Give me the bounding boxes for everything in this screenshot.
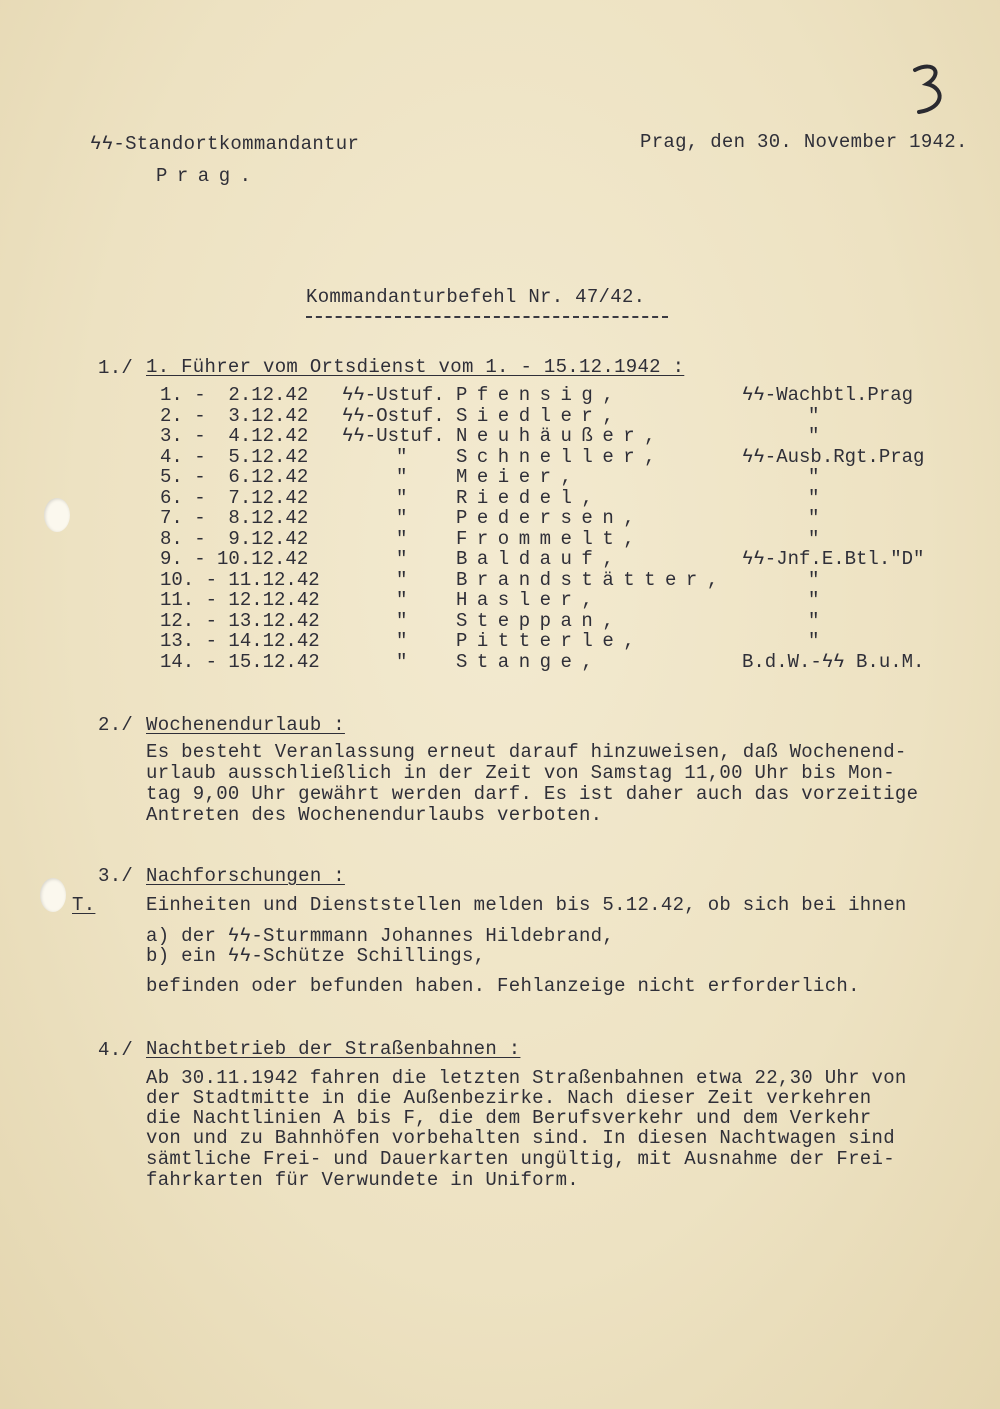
section2-line: tag 9,00 Uhr gewährt werden darf. Es ist daher auch das vorzeitige [146, 783, 919, 805]
roster-dates: 3. - 4.12.42 [160, 425, 309, 447]
roster-dates: 4. - 5.12.42 [160, 445, 309, 468]
roster-rank: ϟϟ-Ostuf. [342, 404, 445, 427]
duty-roster-row [0, 652, 1000, 672]
roster-unit: " [808, 486, 820, 509]
section1-heading: 1. Führer vom Ortsdienst vom 1. - 15.12.1942 : [146, 356, 685, 378]
roster-unit: ϟϟ-Wachbtl.Prag [742, 384, 914, 406]
roster-unit: " [808, 589, 820, 611]
duty-roster-row [0, 488, 1000, 508]
roster-name: Hasler, [456, 589, 603, 611]
roster-rank: " [396, 568, 408, 591]
duty-roster-row [0, 549, 1000, 569]
section2-line: urlaub ausschließlich in der Zeit von Samstag 11,00 Uhr bis Mon- [146, 762, 895, 784]
roster-rank: ϟϟ-Ustuf. [342, 384, 445, 406]
duty-roster-row [0, 570, 1000, 590]
punch-hole-bottom [40, 878, 66, 912]
roster-rank: " [396, 527, 408, 550]
duty-roster-row [0, 508, 1000, 528]
roster-rank: " [396, 548, 408, 570]
roster-rank: " [396, 445, 408, 468]
roster-name: Riedel, [456, 486, 603, 509]
roster-unit: " [808, 507, 820, 529]
roster-dates: 11. - 12.12.42 [160, 589, 320, 611]
roster-unit: " [808, 466, 820, 488]
roster-dates: 6. - 7.12.42 [160, 486, 309, 509]
section3-line-end: befinden oder befunden haben. Fehlanzeige nicht erforderlich. [146, 975, 860, 997]
section3-line: Einheiten und Dienststellen melden bis 5.12.42, ob sich bei ihnen [146, 894, 907, 916]
roster-unit: " [808, 568, 820, 591]
roster-unit: " [808, 425, 820, 447]
roster-dates: 7. - 8.12.42 [160, 507, 309, 529]
roster-name: Brandstätter, [456, 568, 728, 591]
handwritten-page-number [905, 60, 955, 125]
roster-dates: 5. - 6.12.42 [160, 466, 309, 488]
duty-roster-row [0, 631, 1000, 651]
duty-roster-row [0, 611, 1000, 631]
roster-unit: B.d.W.-ϟϟ B.u.M. [742, 650, 925, 673]
office-name: ϟϟ-Standortkommandantur [90, 133, 360, 155]
section4-line: fahrkarten für Verwundete in Uniform. [146, 1169, 579, 1191]
section4-line: sämtliche Frei- und Dauerkarten ungültig, mit Ausnahme der Frei- [146, 1148, 895, 1170]
section3-number: 3./ [98, 865, 134, 887]
section4-number: 4./ [98, 1039, 134, 1061]
roster-rank: " [396, 630, 408, 652]
section3-heading: Nachforschungen : [146, 865, 345, 887]
roster-name: Baldauf, [456, 548, 624, 570]
roster-name: Siedler, [456, 404, 624, 427]
duty-roster-row [0, 447, 1000, 467]
roster-name: Stange, [456, 650, 603, 673]
roster-dates: 9. - 10.12.42 [160, 548, 309, 570]
duty-roster-row [0, 385, 1000, 405]
roster-rank: ϟϟ-Ustuf. [342, 425, 445, 447]
roster-unit: " [808, 404, 820, 427]
roster-rank: " [396, 650, 408, 673]
office-city: Prag. [156, 165, 261, 187]
section4-line: von und zu Bahnhöfen vorbehalten sind. In diesen Nachtwagen sind [146, 1127, 895, 1149]
roster-name: Neuhäußer, [456, 425, 666, 447]
duty-roster-row [0, 590, 1000, 610]
duty-roster-row [0, 406, 1000, 426]
section2-line: Antreten des Wochenendurlaubs verboten. [146, 804, 603, 826]
section2-heading: Wochenendurlaub : [146, 714, 345, 736]
roster-rank: " [396, 507, 408, 529]
roster-name: Meier, [456, 466, 582, 488]
section2-number: 2./ [98, 714, 134, 736]
document-title: Kommandanturbefehl Nr. 47/42. [306, 286, 646, 308]
roster-dates: 13. - 14.12.42 [160, 630, 320, 652]
roster-name: Frommelt, [456, 527, 645, 550]
section1-number: 1./ [98, 357, 134, 379]
roster-unit: " [808, 630, 820, 652]
roster-dates: 14. - 15.12.42 [160, 650, 320, 673]
roster-dates: 8. - 9.12.42 [160, 527, 309, 550]
roster-unit: ϟϟ-Jnf.E.Btl."D" [742, 548, 925, 570]
roster-name: Pitterle, [456, 630, 645, 652]
roster-rank: " [396, 589, 408, 611]
roster-dates: 10. - 11.12.42 [160, 568, 320, 591]
roster-dates: 1. - 2.12.42 [160, 384, 309, 406]
section3-item-b: b) ein ϟϟ-Schütze Schillings, [146, 945, 486, 967]
section4-line: der Stadtmitte in die Außenbezirke. Nach dieser Zeit verkehren [146, 1087, 872, 1109]
roster-name: Schneller, [456, 445, 666, 468]
section4-heading: Nachtbetrieb der Straßenbahnen : [146, 1038, 521, 1060]
roster-name: Steppan, [456, 609, 624, 632]
roster-dates: 2. - 3.12.42 [160, 404, 309, 427]
roster-rank: " [396, 466, 408, 488]
roster-name: Pedersen, [456, 507, 645, 529]
roster-unit: " [808, 609, 820, 632]
section3-item-a: a) der ϟϟ-Sturmmann Johannes Hildebrand, [146, 925, 615, 947]
roster-unit: ϟϟ-Ausb.Rgt.Prag [742, 445, 925, 468]
section4-line: Ab 30.11.1942 fahren die letzten Straßenbahnen etwa 22,30 Uhr von [146, 1067, 907, 1089]
title-underline [306, 316, 668, 318]
duty-roster-row [0, 467, 1000, 487]
section3-margin-mark: T. [72, 894, 96, 916]
dateline: Prag, den 30. November 1942. [640, 131, 968, 153]
duty-roster-row [0, 426, 1000, 446]
duty-roster-row [0, 529, 1000, 549]
section4-line: die Nachtlinien A bis F, die dem Berufsverkehr und dem Verkehr [146, 1107, 872, 1129]
roster-unit: " [808, 527, 820, 550]
roster-rank: " [396, 609, 408, 632]
roster-rank: " [396, 486, 408, 509]
roster-name: Pfensig, [456, 384, 624, 406]
section2-line: Es besteht Veranlassung erneut darauf hinzuweisen, daß Wochenend- [146, 741, 907, 763]
roster-dates: 12. - 13.12.42 [160, 609, 320, 632]
